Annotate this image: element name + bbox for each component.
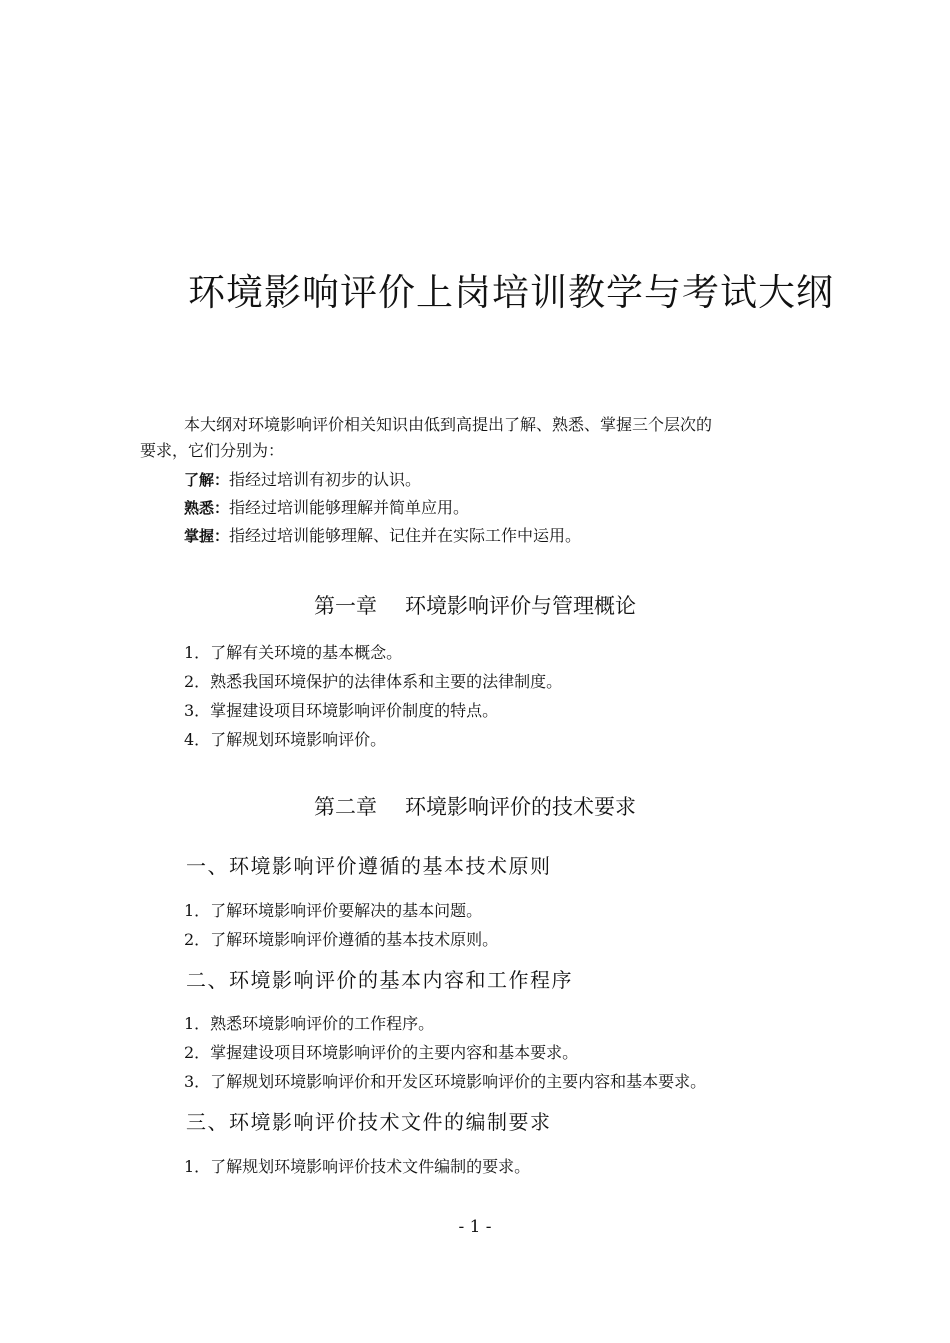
document-title: 环境影响评价上岗培训教学与考试大纲 (188, 271, 834, 314)
level-row (184, 466, 581, 494)
level-definitions (184, 466, 581, 550)
level-desc: 指经过培训能够理解并简单应用。 (229, 498, 470, 517)
list-item: 2．熟悉我国环境保护的法律体系和主要的法律制度。 (184, 672, 563, 691)
level-term: 掌握： (184, 527, 230, 545)
list-item: 2．掌握建设项目环境影响评价的主要内容和基本要求。 (184, 1043, 579, 1062)
section-2-list (184, 1009, 706, 1096)
level-term: 熟悉： (184, 499, 230, 517)
section-heading: 三、环境影响评价技术文件的编制要求 (186, 1110, 552, 1134)
list-item: 1．了解规划环境影响评价技术文件编制的要求。 (184, 1157, 531, 1176)
list-item: 2．了解环境影响评价遵循的基本技术原则。 (184, 930, 499, 949)
level-row (184, 522, 581, 550)
chapter-1-heading (0, 590, 950, 620)
intro-line-2: 要求，它们分别为： (140, 441, 285, 460)
level-desc: 指经过培训能够理解、记住并在实际工作中运用。 (229, 526, 582, 545)
level-desc: 指经过培训有初步的认识。 (229, 470, 422, 489)
section-3-list (184, 1152, 530, 1181)
level-row (184, 494, 581, 522)
list-item: 1．了解有关环境的基本概念。 (184, 643, 403, 662)
level-term: 了解： (184, 471, 230, 489)
chapter-2-heading (0, 791, 950, 821)
chapter-name: 环境影响评价的技术要求 (405, 795, 636, 819)
list-item: 3．了解规划环境影响评价和开发区环境影响评价的主要内容和基本要求。 (184, 1072, 707, 1091)
intro-line-1: 本大纲对环境影响评价相关知识由低到高提出了解、熟悉、掌握三个层次的 (184, 415, 713, 434)
section-1-list (184, 896, 498, 954)
list-item: 3．掌握建设项目环境影响评价制度的特点。 (184, 701, 499, 720)
chapter-1-list (184, 638, 562, 754)
chapter-number: 第一章 (314, 594, 377, 618)
chapter-name: 环境影响评价与管理概论 (405, 594, 636, 618)
section-heading: 一、环境影响评价遵循的基本技术原则 (186, 854, 552, 878)
section-heading: 二、环境影响评价的基本内容和工作程序 (186, 968, 573, 992)
list-item: 1．熟悉环境影响评价的工作程序。 (184, 1014, 435, 1033)
list-item: 4．了解规划环境影响评价。 (184, 730, 387, 749)
page-number: - 1 - (458, 1217, 492, 1237)
chapter-number: 第二章 (314, 795, 377, 819)
list-item: 1．了解环境影响评价要解决的基本问题。 (184, 901, 483, 920)
intro-paragraph (140, 412, 820, 464)
